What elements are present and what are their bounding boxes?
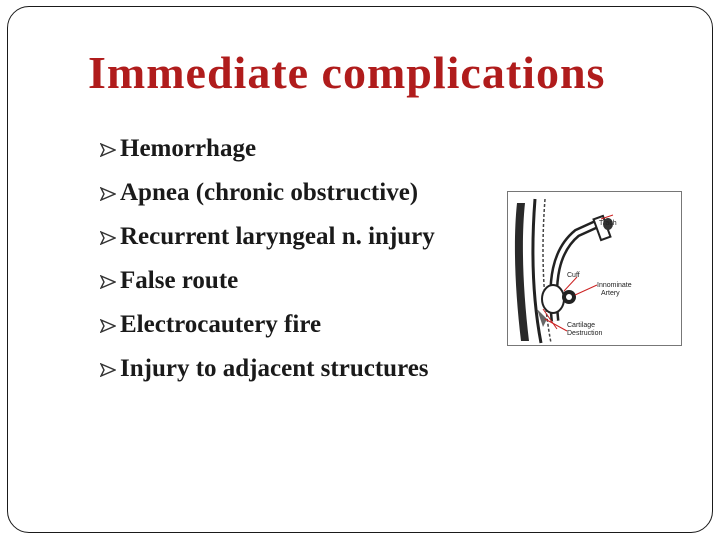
tracheostomy-diagram (507, 191, 682, 346)
bullet-item (100, 134, 435, 178)
bullet-item (100, 266, 435, 310)
bullet-item (100, 178, 435, 222)
bullet-item (100, 310, 435, 354)
label-cartilage-2: Destruction (567, 330, 603, 337)
bullet-arrow-icon (100, 231, 116, 245)
label-cuff: Cuff (567, 272, 580, 279)
label-trach: Trach (599, 220, 617, 227)
bullet-arrow-icon (100, 363, 116, 377)
label-innominate-1: Innominate (597, 282, 632, 289)
bullet-arrow-icon (100, 275, 116, 289)
slide-title: Immediate complications (88, 47, 606, 98)
cuff-shape (542, 285, 564, 313)
bullet-text: Recurrent laryngeal n. injury (120, 223, 435, 250)
bullet-arrow-icon (100, 187, 116, 201)
label-innominate-2: Artery (601, 290, 620, 297)
bullet-item (100, 222, 435, 266)
bullet-arrow-icon (100, 319, 116, 333)
bullet-text: Injury to adjacent structures (120, 355, 429, 382)
bullet-item (100, 354, 435, 398)
bullet-list (100, 134, 435, 398)
bullet-text: False route (120, 267, 239, 294)
label-cartilage-1: Cartilage (567, 322, 596, 329)
bullet-arrow-icon (100, 143, 116, 157)
bullet-text: Electrocautery fire (120, 311, 322, 338)
bullet-text: Apnea (chronic obstructive) (120, 179, 419, 206)
bullet-text: Hemorrhage (120, 135, 257, 162)
